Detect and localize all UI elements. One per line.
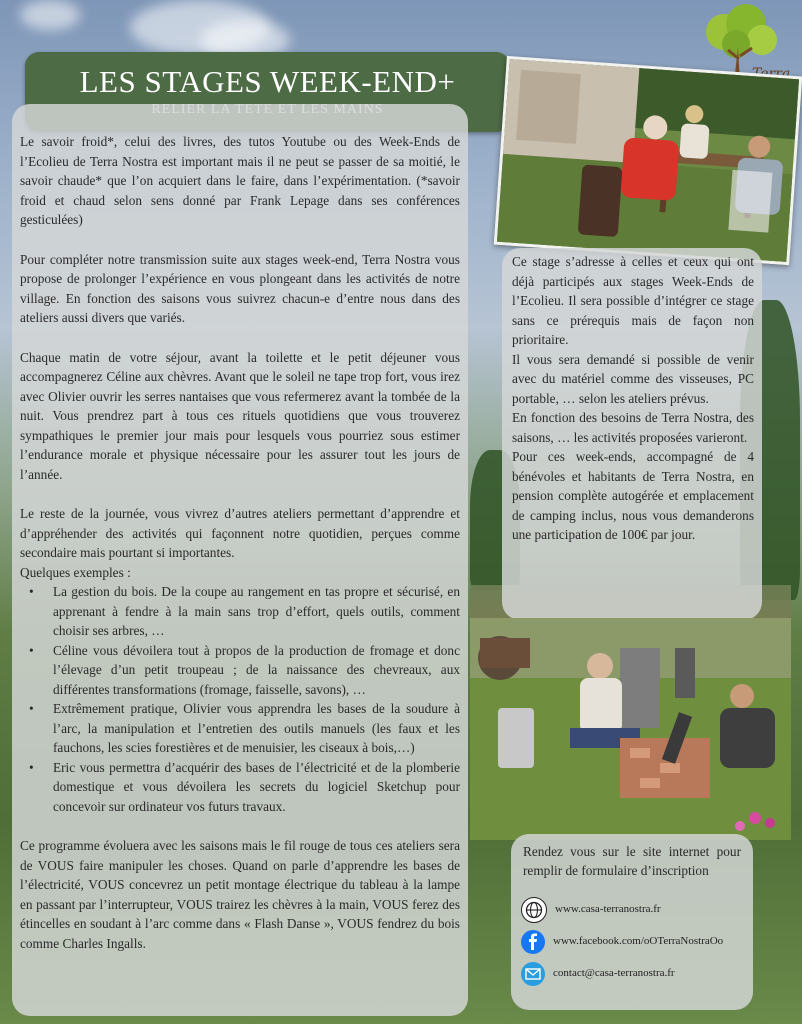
morning-routine-paragraph: Chaque matin de votre séjour, avant la toilette et le petit déjeuner vous accompagnerez Céline aux chèvres. Avant que le soleil ne tape trop fort, vous irez avec Olivier ouvrir les serres nantaises que vous refermerez avant la tombée de la nuit. Vous prendrez part à tous ces rituels quotidiens que vous trouverez sympathiques le premier jour mais pour lesquels vous pourriez sous estimer l’endurance morale et physique nécessaire pour les assurer tout les jours de l’année. [20, 349, 460, 482]
facebook-icon [521, 930, 545, 954]
price-paragraph: Pour ces week-ends, accompagné de 4 bénévoles et habitants de Terra Nostra, en pension complète autogérée et emplacement de camping inclus, nous vous demanderons une participation de 100€ par jour. [512, 449, 754, 542]
audience-paragraph: Ce stage s’adresse à celles et ceux qui ont déjà participés aux stages Week-Ends de l’Ecolieu. Il sera possible d’intégrer ce stage sans ce prérequis mais de façon non prioritaire. [512, 254, 754, 347]
photo-brick-workshop [470, 618, 791, 840]
examples-list [20, 582, 460, 816]
svg-text:Terra: Terra [752, 66, 791, 82]
website-link[interactable]: www.casa-terranostra.fr [555, 903, 661, 916]
equipment-paragraph: Il vous sera demandé si possible de venir avec du matériel comme des visseuses, PC portable, … selon les ateliers prévus. [512, 351, 754, 406]
email-row[interactable] [523, 958, 741, 990]
closing-paragraph: Ce programme évoluera avec les saisons mais le fil rouge de tous ces ateliers sera de VOUS faire manipuler les choses. Quand on parle d’apprendre les bases de l’électricité, VOUS concevrez un petit montage électrique du tableau à la lampe en passant par l’interrupteur, VOUS trairez les chèvres à la main, VOUS ferez des étincelles en soudant à l’arc comme dans « Flash Danse », VOUS fendrez du bois comme Charles Ingalls. [20, 838, 460, 951]
photo-workshop-table [494, 56, 802, 265]
workshops-paragraph: Le reste de la journée, vous vivrez d’autres ateliers permettant d’apprendre et d’appréhender des activités qui façonnent notre quotidien, perçues comme secondaire mais pourtant si importantes. [20, 506, 460, 560]
page-title: LES STAGES WEEK-END+ [79, 64, 456, 99]
facebook-row[interactable] [523, 926, 741, 958]
list-item: • Céline vous dévoilera tout à propos de la production de fromage et donc l’élevage d’un petit troupeau ; de la naissance des chevreaux, aux différentes transformations (fromage, faisselle, savons), … [53, 641, 460, 700]
activities-paragraph: En fonction des besoins de Terra Nostra, des saisons, … les activités proposées varieront. [512, 410, 754, 445]
program-paragraph: Pour compléter notre transmission suite aux stages week-end, Terra Nostra vous propose de prolonger l’expérience en vous plongeant dans les activités de notre village. En fonction des saisons vous suivrez chacun-e d’entre nous dans des ateliers aussi divers que variés. [20, 251, 460, 325]
list-item: • Extrêmement pratique, Olivier vous apprendra les bases de la soudure à l’arc, la manipulation et l’entretien des outils manuels (les faux et les fauchons, les scies forestières et de menuisier, les ciseaux à bois,…) [53, 699, 460, 758]
facebook-link[interactable]: www.facebook.com/oOTerraNostraOo [553, 935, 724, 948]
info-panel [502, 248, 762, 620]
list-item: • Eric vous permettra d’acquérir des bases de l’électricité et de la plomberie domestique et vous dévoilera les secrets du logiciel Sketchup pour concevoir sur ordinateur vos futurs travaux. [53, 758, 460, 817]
email-icon [521, 962, 545, 986]
website-row[interactable] [523, 894, 741, 926]
email-link[interactable]: contact@casa-terranostra.fr [553, 967, 675, 980]
list-item: • La gestion du bois. De la coupe au rangement en tas propre et sécurisé, en apprenant à fendre à la main sans trop d’effort, quels outils, comment choisir ses arbres, … [53, 582, 460, 641]
cloud-decoration [20, 0, 80, 30]
contact-panel [511, 834, 753, 1010]
intro-paragraph: Le savoir froid*, celui des livres, des tutos Youtube ou des Week-Ends de l’Ecolieu de Terra Nostra est important mais il ne peut se passer de sa moitié, le savoir chaude* que l’on acquiert dans le faire, dans l’expérimentation. (*savoir froid et chaud selon sens donné par Frank Lepage dans ses conférences gesticulées) [20, 134, 460, 227]
globe-icon [521, 897, 547, 923]
examples-label: Quelques exemples : [20, 564, 131, 580]
main-text-panel [12, 104, 468, 1016]
contact-intro: Rendez vous sur le site internet pour remplir de formulaire d’inscription [523, 844, 741, 878]
